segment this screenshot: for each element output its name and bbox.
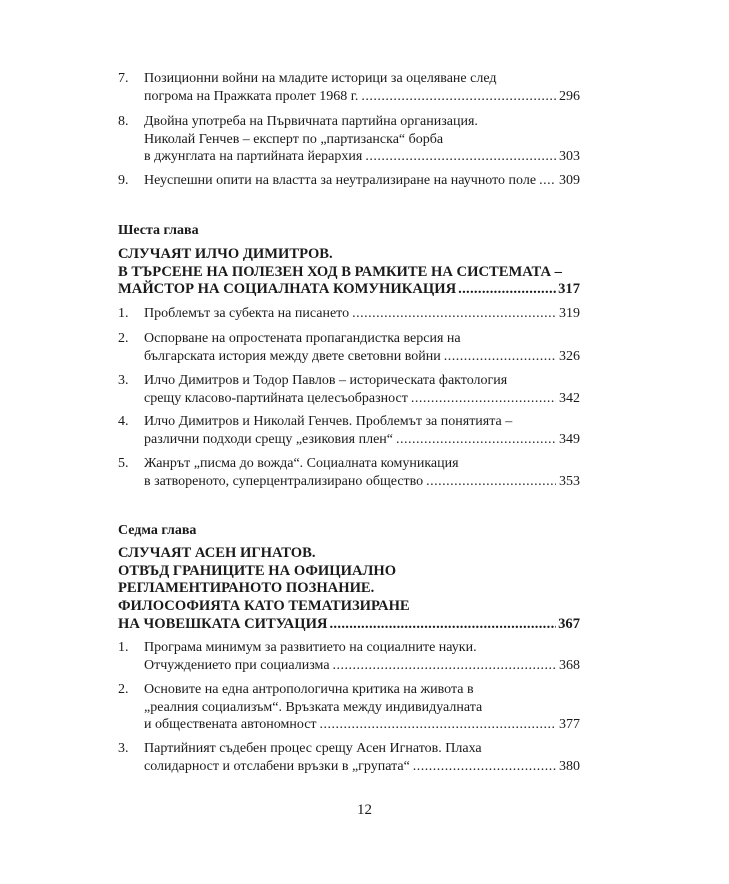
heading-page: 317 <box>558 281 580 298</box>
toc-entry <box>118 413 580 448</box>
entry-title-end: Неуспешни опити на властта за неутрализиране на научното поле <box>144 173 537 188</box>
entry-page: 349 <box>559 431 580 447</box>
entry-line: „реалния социализъм“. Връзката между индивидуалната <box>144 699 483 715</box>
page-number: 12 <box>357 802 372 818</box>
entry-number: 4. <box>118 414 129 429</box>
entry-page: 342 <box>559 390 580 406</box>
entry-number: 8. <box>118 114 129 129</box>
toc-entry <box>118 639 580 674</box>
heading-line: В ТЪРСЕНЕ НА ПОЛЕЗЕН ХОД В РАМКИТЕ НА СИСТЕМАТА – <box>118 263 562 280</box>
entry-title-end: срещу класово-партийната целесъобразност <box>144 390 408 406</box>
entry-title-end: в джунглата на партийната йерархия <box>144 149 363 165</box>
dot-leader <box>329 616 556 634</box>
entry-page: 326 <box>559 348 580 364</box>
entry-page: 319 <box>559 306 580 321</box>
heading-line-end: МАЙСТОР НА СОЦИАЛНАТА КОМУНИКАЦИЯ <box>118 281 457 298</box>
entry-page: 296 <box>559 88 580 104</box>
toc-entry-9 <box>118 172 580 190</box>
entry-number: 9. <box>118 173 129 188</box>
entry-page: 380 <box>559 758 580 774</box>
heading-line: ОТВЪД ГРАНИЦИТЕ НА ОФИЦИАЛНО <box>118 562 397 579</box>
entry-title-end: погрома на Пражката пролет 1968 г. <box>144 88 359 104</box>
chapter-label: Седма глава <box>118 523 197 538</box>
dot-leader <box>320 716 556 734</box>
entry-line: Жанрът „писма до вожда“. Социалната комуникация <box>144 456 459 471</box>
entry-title-end: солидарност и отслабени връзки в „групата“ <box>144 758 410 774</box>
dot-leader <box>539 172 556 190</box>
toc-entry <box>118 372 580 407</box>
toc-entry <box>118 455 580 490</box>
entry-line: Николай Генчев – експерт по „партизанска“ борба <box>144 131 444 147</box>
chapter-heading <box>118 545 580 634</box>
dot-leader <box>352 305 556 323</box>
toc-entry-8 <box>118 113 580 166</box>
entry-line: Позиционни войни на младите историци за оцеляване след <box>144 71 497 86</box>
entry-line: Оспорване на опростената пропагандистка версия на <box>144 331 461 346</box>
entry-line: Двойна употреба на Първичната партийна организация. <box>144 114 478 129</box>
entry-line: Програма минимум за развитието на социалните науки. <box>144 640 477 655</box>
entry-line: Партийният съдебен процес срещу Асен Игнатов. Плаха <box>144 741 482 756</box>
chapter-label: Шеста глава <box>118 223 199 238</box>
chapter-heading <box>118 246 580 299</box>
dot-leader <box>396 431 556 449</box>
entry-number: 1. <box>118 640 129 655</box>
entry-number: 2. <box>118 331 129 346</box>
dot-leader <box>413 758 556 776</box>
entry-number: 5. <box>118 456 129 471</box>
entry-page: 353 <box>559 473 580 489</box>
heading-line: РЕГЛАМЕНТИРАНОТО ПОЗНАНИЕ. <box>118 580 375 597</box>
heading-line: СЛУЧАЯТ ИЛЧО ДИМИТРОВ. <box>118 246 333 262</box>
entry-number: 7. <box>118 71 129 86</box>
entry-line: Илчо Димитров и Тодор Павлов – историческата фактология <box>144 373 508 388</box>
entry-line: Основите на една антропологична критика на живота в <box>144 682 474 697</box>
dot-leader <box>365 148 556 166</box>
entry-number: 3. <box>118 373 129 388</box>
dot-leader <box>426 473 556 491</box>
heading-line-end: НА ЧОВЕШКАТА СИТУАЦИЯ <box>118 615 328 632</box>
toc-entry <box>118 681 580 734</box>
toc-entry <box>118 305 580 323</box>
entry-title-end: различни подходи срещу „езиковия плен“ <box>144 431 393 447</box>
heading-page: 367 <box>558 615 580 632</box>
entry-number: 2. <box>118 682 129 697</box>
entry-page: 303 <box>559 149 580 165</box>
heading-line: СЛУЧАЯТ АСЕН ИГНАТОВ. <box>118 545 316 561</box>
entry-title-end: в затвореното, суперцентрализирано общество <box>144 473 424 489</box>
dot-leader <box>458 281 556 299</box>
toc-entry-7 <box>118 70 580 105</box>
entry-line: Илчо Димитров и Николай Генчев. Проблемът за понятията – <box>144 414 513 429</box>
dot-leader <box>333 657 556 675</box>
entry-number: 3. <box>118 741 129 756</box>
entry-page: 368 <box>559 657 580 673</box>
entry-page: 309 <box>559 173 580 188</box>
entry-page: 377 <box>559 717 580 733</box>
toc-entry <box>118 740 580 775</box>
toc-entry <box>118 330 580 365</box>
entry-title-end: българската история между двете световни войни <box>144 348 441 364</box>
entry-number: 1. <box>118 306 129 321</box>
entry-title-end: и обществената автономност <box>144 717 317 733</box>
dot-leader <box>444 348 556 366</box>
dot-leader <box>411 390 556 408</box>
heading-line: ФИЛОСОФИЯТА КАТО ТЕМАТИЗИРАНЕ <box>118 598 410 615</box>
dot-leader <box>361 88 556 106</box>
entry-title-end: Отчуждението при социализма <box>144 657 330 673</box>
entry-title-end: Проблемът за субекта на писането <box>144 306 350 321</box>
